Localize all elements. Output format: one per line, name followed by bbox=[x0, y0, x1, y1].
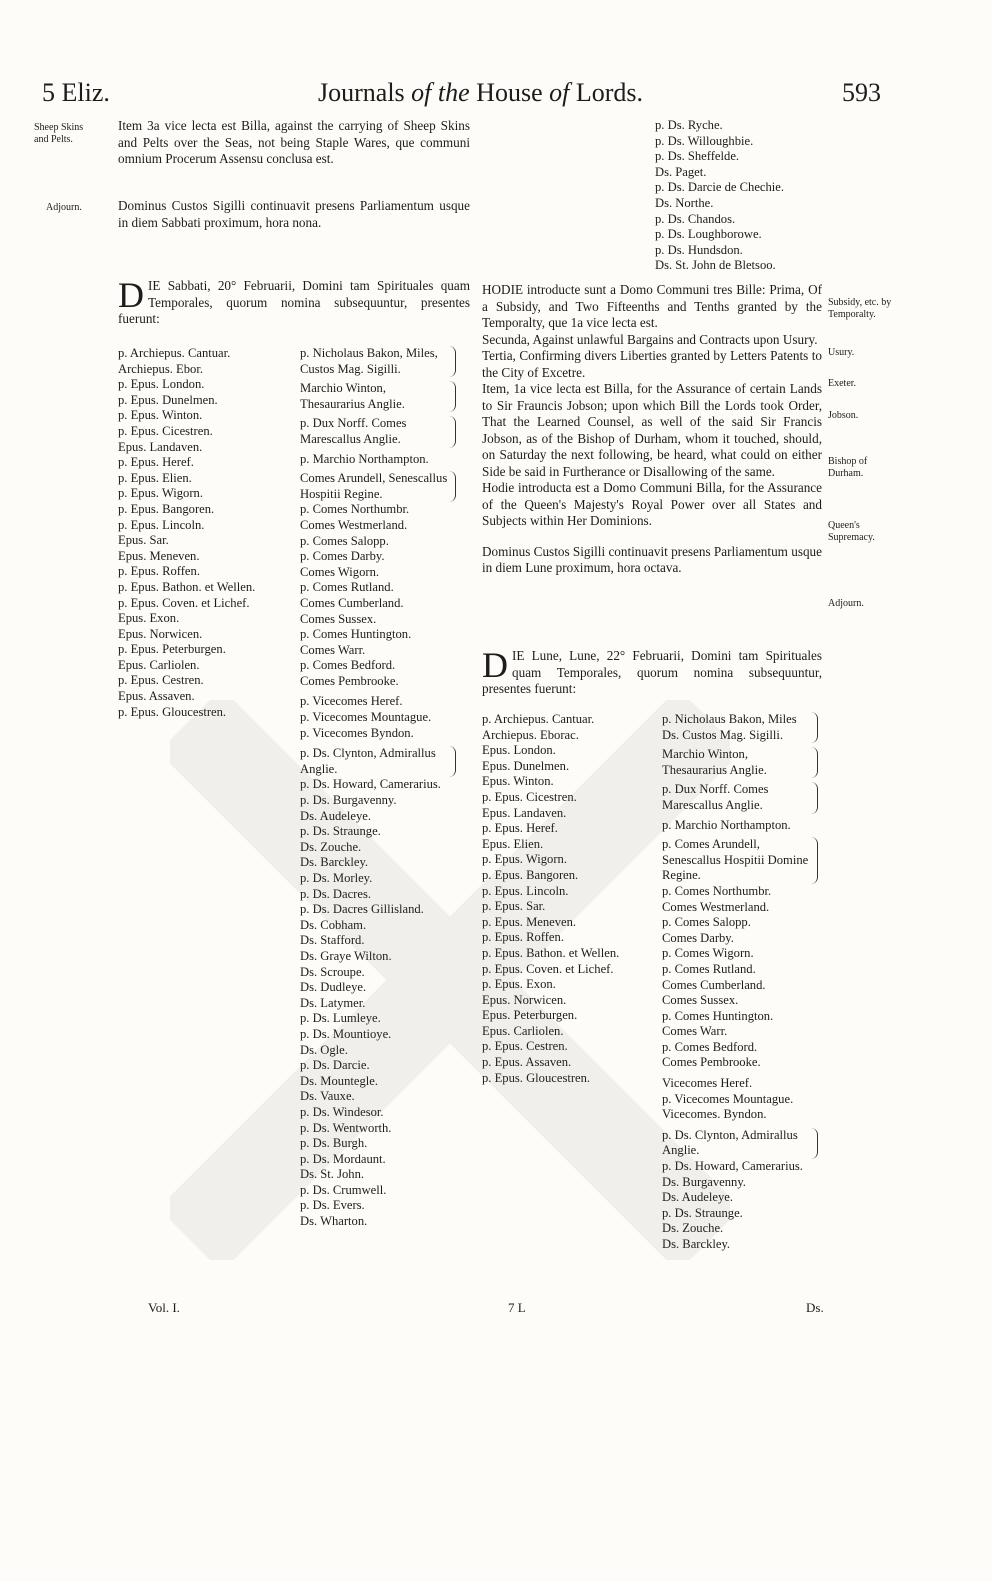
list-item: p. Ds. Ryche. bbox=[655, 118, 723, 132]
list-item: Ds. Mountegle. bbox=[300, 1073, 379, 1088]
list-item: Ds. Latymer. bbox=[300, 995, 366, 1010]
list-item: Comes Westmerland. bbox=[300, 517, 408, 532]
list-item: Epus. Winton. bbox=[482, 774, 554, 789]
list-item: p. Epus. Bathon. et Wellen. bbox=[118, 579, 256, 594]
list-item: Epus. Sar. bbox=[118, 533, 169, 548]
title-part: the bbox=[437, 78, 470, 107]
list-item: p. Ds. Wentworth. bbox=[300, 1120, 392, 1135]
paragraph-queens-supremacy: Hodie introducta est a Domo Communi Billa, for the Assurance of the Queen's Majesty's Royal Power over all States and Subjects within Her Dominions. bbox=[482, 480, 822, 528]
list-item: p. Epus. Heref. bbox=[118, 455, 194, 470]
list-item: p. Epus. Coven. et Lichef. bbox=[482, 961, 614, 976]
list-item: p. Ds. Clynton, Admirallus Anglie. bbox=[300, 746, 456, 777]
list-item: Comes Sussex. bbox=[300, 611, 377, 626]
list-item: Ds. Audeleye. bbox=[662, 1190, 733, 1205]
list-item: p. Vicecomes Byndon. bbox=[300, 725, 414, 740]
list-item: Vicecomes. Byndon. bbox=[662, 1107, 767, 1122]
list-item: Epus. Elien. bbox=[482, 836, 544, 851]
list-item: p. Epus. Roffen. bbox=[482, 930, 564, 945]
margin-note: Usury. bbox=[828, 347, 855, 358]
list-item: p. Comes Salopp. bbox=[662, 915, 751, 930]
title-part: of bbox=[549, 78, 570, 107]
list-item: p. Ds. Burgavenny. bbox=[300, 793, 397, 808]
list-item: Ds. Graye Wilton. bbox=[300, 948, 392, 963]
list-item: p. Ds. Chandos. bbox=[655, 211, 736, 226]
paragraph-adjourn: Dominus Custos Sigilli continuavit presens Parliamentum usque in diem Sabbati proximum, hora nona. bbox=[118, 198, 470, 230]
list-item: p. Ds. Loughborowe. bbox=[655, 227, 762, 242]
list-item: p. Epus. Cicestren. bbox=[118, 423, 213, 438]
list-item: p. Ds. Lumleye. bbox=[300, 1011, 381, 1026]
list-item: p. Comes Bedford. bbox=[300, 658, 396, 673]
list-item: Comes Pembrooke. bbox=[662, 1055, 761, 1070]
list-item: p. Comes Huntington. bbox=[300, 627, 412, 642]
signature-mark: 7 L bbox=[508, 1300, 526, 1315]
list-item: Comes Arundell, Senescallus Hospitii Regine. bbox=[300, 471, 456, 502]
list-item: p. Epus. Cestren. bbox=[482, 1039, 568, 1054]
list-item: p. Epus. Bathon. et Wellen. bbox=[482, 945, 620, 960]
paragraph-tertia: Tertia, Confirming divers Liberties granted by Letters Patents to the City of Excetre. bbox=[482, 348, 822, 380]
paragraph-item-jobson: Item, 1a vice lecta est Billa, for the Assurance of certain Lands to Sir Frauncis Jobson; upon which Bill the Lords took Order, That the Learned Counsel, as well of the said Sir Francis Jobson, as of the Bishop of Durham, whom it touched, should, on Saturday the next following, be heard, what could on either Side be said in Furtherance or Disallowing of the same. bbox=[482, 381, 822, 479]
list-item: p. Comes Rutland. bbox=[300, 580, 394, 595]
attendance-list-continuation bbox=[655, 118, 825, 274]
drop-cap: D bbox=[482, 645, 508, 685]
list-item: Ds. Northe. bbox=[655, 195, 714, 210]
list-item: p. Epus. Wigorn. bbox=[118, 486, 203, 501]
list-item: Epus. Landaven. bbox=[118, 439, 203, 454]
list-item: p. Ds. Evers. bbox=[300, 1198, 365, 1213]
list-item: p. Ds. Hundsdon. bbox=[655, 242, 743, 257]
list-item: p. Ds. Dacres. bbox=[300, 886, 371, 901]
margin-note: Queen's Supremacy. bbox=[828, 520, 875, 543]
list-item: p. Epus. Lincoln. bbox=[118, 517, 205, 532]
list-item: Epus. Norwicen. bbox=[118, 626, 203, 641]
list-item: p. Comes Arundell, Senescallus Hospitii Domine Regine. bbox=[662, 837, 818, 884]
attendance-list-temporal bbox=[300, 346, 472, 1230]
list-item: p. Comes Salopp. bbox=[300, 533, 389, 548]
paragraph-adjourn-lune: Dominus Custos Sigilli continuavit presens Parliamentum usque in diem Lune proximum, hora octava. bbox=[482, 543, 822, 575]
list-item: Epus. Carliolen. bbox=[118, 657, 200, 672]
list-item: Marchio Winton, Thesaurarius Anglie. bbox=[662, 747, 818, 778]
list-item: p. Epus. Bangoren. bbox=[482, 867, 579, 882]
list-item: p. Epus. Sar. bbox=[482, 899, 546, 914]
list-item: Archiepus. Ebor. bbox=[118, 361, 203, 376]
list-item: Ds. Wharton. bbox=[300, 1214, 368, 1229]
list-item: p. Vicecomes Mountague. bbox=[662, 1091, 794, 1106]
list-item: p. Dux Norff. Comes Marescallus Anglie. bbox=[300, 416, 456, 447]
list-item: Comes Sussex. bbox=[662, 993, 739, 1008]
list-item: Ds. Burgavenny. bbox=[662, 1174, 746, 1189]
list-item: p. Epus. Roffen. bbox=[118, 564, 200, 579]
list-item: Ds. Zouche. bbox=[300, 839, 362, 854]
list-item: p. Archiepus. Cantuar. bbox=[482, 712, 595, 726]
list-item: p. Epus. Bangoren. bbox=[118, 501, 215, 516]
catchword: Ds. bbox=[806, 1300, 824, 1315]
list-item: Epus. Landaven. bbox=[482, 805, 567, 820]
list-item: Archiepus. Eborac. bbox=[482, 727, 579, 742]
list-item: p. Epus. London. bbox=[118, 377, 205, 392]
list-item: Ds. Zouche. bbox=[662, 1221, 724, 1236]
list-item: Comes Wigorn. bbox=[300, 564, 380, 579]
list-item: p. Archiepus. Cantuar. bbox=[118, 346, 231, 360]
list-item: p. Nicholaus Bakon, Miles Ds. Custos Mag. Sigilli. bbox=[662, 712, 818, 743]
list-item: p. Comes Rutland. bbox=[662, 961, 756, 976]
list-item: Ds. St. John de Bletsoo. bbox=[655, 258, 776, 273]
title-part: House bbox=[476, 78, 543, 107]
margin-note: Exeter. bbox=[828, 378, 857, 389]
list-item: p. Epus. Gloucestren. bbox=[482, 1070, 591, 1085]
list-item: Ds. Stafford. bbox=[300, 933, 365, 948]
list-item: p. Comes Darby. bbox=[300, 549, 385, 564]
list-item: Ds. Barckley. bbox=[662, 1237, 731, 1251]
list-item: p. Epus. Assaven. bbox=[482, 1055, 572, 1070]
list-item: p. Comes Bedford. bbox=[662, 1039, 758, 1054]
die-sabbati-heading bbox=[118, 275, 470, 328]
list-item: Ds. St. John. bbox=[300, 1167, 365, 1182]
list-item: p. Comes Northumbr. bbox=[300, 502, 410, 517]
margin-note: Bishop of Durham. bbox=[828, 456, 868, 479]
margin-note: Subsidy, etc. by Temporalty. bbox=[828, 297, 892, 320]
list-item: Comes Warr. bbox=[662, 1024, 728, 1039]
list-item: Ds. Audeleye. bbox=[300, 808, 371, 823]
list-item: p. Ds. Sheffelde. bbox=[655, 149, 740, 164]
list-item: p. Ds. Straunge. bbox=[300, 824, 381, 839]
list-item: Epus. Peterburgen. bbox=[482, 1008, 578, 1023]
title-part: Lords. bbox=[575, 78, 644, 107]
list-item: p. Epus. Meneven. bbox=[482, 914, 577, 929]
list-item: Epus. London. bbox=[482, 743, 556, 758]
list-item: Vicecomes Heref. bbox=[662, 1076, 753, 1091]
list-item: Epus. Assaven. bbox=[118, 689, 195, 704]
margin-note: Adjourn. bbox=[828, 598, 864, 609]
list-item: Epus. Norwicen. bbox=[482, 992, 567, 1007]
attendance-list-spiritual-lune bbox=[482, 712, 657, 1086]
margin-note: Adjourn. bbox=[46, 202, 82, 213]
list-item: p. Epus. Elien. bbox=[118, 470, 192, 485]
list-item: Comes Pembrooke. bbox=[300, 673, 399, 688]
title-part: of bbox=[411, 78, 432, 107]
margin-note: Sheep Skins and Pelts. bbox=[34, 122, 84, 145]
list-item: p. Epus. Cicestren. bbox=[482, 789, 577, 804]
list-item: p. Epus. Coven. et Lichef. bbox=[118, 595, 250, 610]
paragraph-sheep-skins: Item 3a vice lecta est Billa, against the carrying of Sheep Skins and Pelts over the Seas, not being Staple Wares, que communi omnium Procerum Assensu conclusa est. bbox=[118, 118, 470, 166]
die-heading-text: IE Lune, Lune, 22° Februarii, Domini tam Spirituales quam Temporales, quorum nomina subsequuntur, presentes fuerunt: bbox=[482, 648, 822, 696]
list-item: p. Epus. Winton. bbox=[118, 408, 203, 423]
proceedings bbox=[482, 282, 822, 577]
running-title bbox=[318, 78, 643, 108]
list-item: p. Epus. Lincoln. bbox=[482, 883, 569, 898]
list-item: Ds. Barckley. bbox=[300, 855, 369, 870]
list-item: Comes Cumberland. bbox=[662, 977, 766, 992]
list-item: p. Vicecomes Mountague. bbox=[300, 710, 432, 725]
list-item: p. Ds. Darcie de Chechie. bbox=[655, 180, 785, 195]
list-item: Epus. Meneven. bbox=[118, 548, 200, 563]
list-item: p. Marchio Northampton. bbox=[300, 451, 429, 466]
list-item: p. Nicholaus Bakon, Miles, Custos Mag. Sigilli. bbox=[300, 346, 456, 377]
list-item: p. Epus. Cestren. bbox=[118, 673, 204, 688]
regnal-year: 5 Eliz. bbox=[42, 78, 110, 107]
list-item: Epus. Dunelmen. bbox=[482, 758, 570, 773]
title-part: Journals bbox=[318, 78, 405, 107]
volume-footer: Vol. I. bbox=[148, 1300, 180, 1315]
list-item: p. Ds. Crumwell. bbox=[300, 1182, 387, 1197]
list-item: Epus. Exon. bbox=[118, 611, 180, 626]
list-item: Marchio Winton, Thesaurarius Anglie. bbox=[300, 381, 456, 412]
list-item: Ds. Paget. bbox=[655, 164, 707, 179]
list-item: p. Marchio Northampton. bbox=[662, 817, 791, 832]
list-item: p. Epus. Exon. bbox=[482, 977, 556, 992]
list-item: p. Ds. Dacres Gillisland. bbox=[300, 902, 424, 917]
list-item: Comes Cumberland. bbox=[300, 595, 404, 610]
list-item: p. Epus. Peterburgen. bbox=[118, 642, 226, 657]
attendance-list-spiritual bbox=[118, 346, 293, 720]
list-item: Epus. Carliolen. bbox=[482, 1023, 564, 1038]
margin-note: Jobson. bbox=[828, 410, 859, 421]
list-item: p. Ds. Howard, Camerarius. bbox=[662, 1159, 803, 1174]
list-item: p. Ds. Morley. bbox=[300, 871, 373, 885]
drop-cap: D bbox=[118, 275, 144, 315]
paragraph-secunda: Secunda, Against unlawful Bargains and Contracts upon Usury. bbox=[482, 331, 818, 347]
list-item: Ds. Ogle. bbox=[300, 1042, 348, 1057]
list-item: p. Dux Norff. Comes Marescallus Anglie. bbox=[662, 782, 818, 813]
list-item: p. Comes Northumbr. bbox=[662, 883, 772, 898]
list-item: p. Ds. Willoughbie. bbox=[655, 133, 754, 148]
list-item: Comes Warr. bbox=[300, 642, 366, 657]
list-item: p. Ds. Mordaunt. bbox=[300, 1151, 386, 1166]
attendance-list-temporal-lune bbox=[662, 712, 832, 1253]
list-item: p. Epus. Wigorn. bbox=[482, 852, 567, 867]
list-item: p. Ds. Darcie. bbox=[300, 1058, 370, 1073]
die-heading-text: IE Sabbati, 20° Februarii, Domini tam Spirituales quam Temporales, quorum nomina subsequuntur, presentes fuerunt: bbox=[118, 278, 470, 326]
list-item: Ds. Scroupe. bbox=[300, 964, 365, 979]
list-item: Ds. Vauxe. bbox=[300, 1089, 355, 1104]
list-item: p. Epus. Heref. bbox=[482, 821, 558, 836]
list-item: Ds. Dudleye. bbox=[300, 980, 367, 995]
list-item: p. Comes Huntington. bbox=[662, 1008, 774, 1023]
list-item: p. Epus. Dunelmen. bbox=[118, 392, 218, 407]
list-item: p. Ds. Mountioye. bbox=[300, 1026, 392, 1041]
list-item: p. Vicecomes Heref. bbox=[300, 694, 403, 709]
list-item: p. Epus. Gloucestren. bbox=[118, 704, 227, 719]
list-item: Ds. Cobham. bbox=[300, 917, 367, 932]
paragraph-hodie-bills: HODIE introducte sunt a Domo Communi tres Bille: Prima, Of a Subsidy, and Two Fifteenths and Tenths granted by the Temporalty, que 1a vice lecta est. bbox=[482, 282, 822, 330]
list-item: p. Ds. Straunge. bbox=[662, 1205, 743, 1220]
list-item: Comes Darby. bbox=[662, 930, 734, 945]
list-item: p. Ds. Clynton, Admirallus Anglie. bbox=[662, 1128, 818, 1159]
list-item: p. Ds. Howard, Camerarius. bbox=[300, 777, 441, 792]
page-number: 593 bbox=[842, 78, 881, 107]
list-item: p. Comes Wigorn. bbox=[662, 946, 754, 961]
list-item: p. Ds. Burgh. bbox=[300, 1136, 368, 1151]
list-item: p. Ds. Windesor. bbox=[300, 1104, 384, 1119]
list-item: Comes Westmerland. bbox=[662, 899, 770, 914]
die-lune-heading bbox=[482, 645, 822, 698]
